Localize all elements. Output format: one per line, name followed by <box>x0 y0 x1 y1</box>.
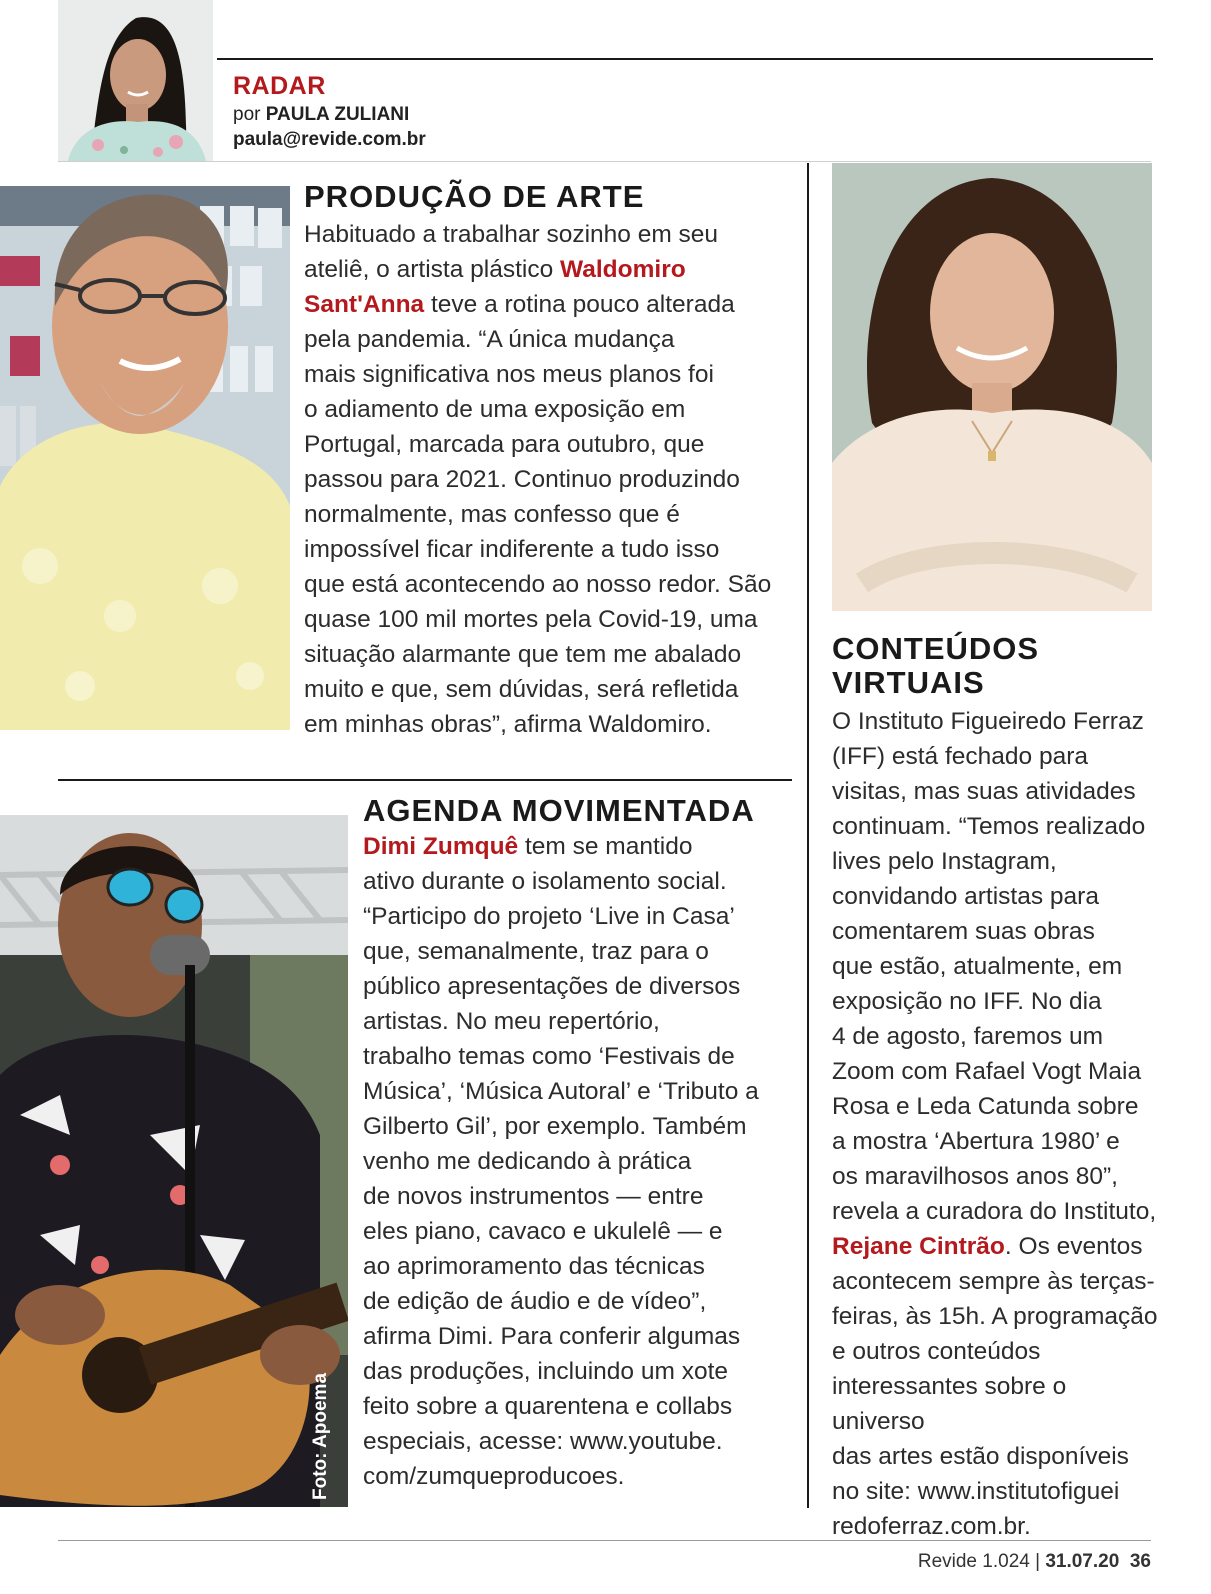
highlighted-name: Sant'Anna <box>304 291 425 318</box>
section-divider <box>58 779 792 781</box>
photo-credit: Foto: Apoema <box>310 1372 331 1500</box>
story2-body: Dimi Zumquê tem se mantido ativo durante o isolamento social. “Participo do projeto ‘Live in Casa’ que, semanalmente, traz para o público apresentações de diversos artistas. No meu repertório, trabalho temas como ‘Festivais de Música’, ‘Música Autoral’ e ‘Tributo a Gilberto Gil’, por exemplo. Também venho me dedicando à prática de novos instrumentos — entre eles piano, cavaco e ukulelê — e ao aprimoramento das técnicas de edição de áudio e de vídeo”, afirma Dimi. Para conferir algumas das produções, incluindo um xote feito sobre a quarentena e collabs especiais, acesse: www.youtube. com/zumqueproducoes. <box>363 833 759 1490</box>
column-divider <box>807 163 809 1508</box>
story3-headline: CONTEÚDOS VIRTUAIS <box>832 631 1040 700</box>
story3-body: O Instituto Figueiredo Ferraz (IFF) está fechado para visitas, mas suas atividades continuam. “Temos realizado lives pelo Instagram, convidando artistas para comentarem suas obras que estão, atualmente, em exposição no IFF. No dia 4 de agosto, faremos um Zoom com Rafael Vogt Maia Rosa e Leda Catunda sobre a mostra ‘Abertura 1980’ e os maravilhosos anos 80”, revela a curadora do Instituto, Rejane Cintrão. Os eventos acontecem sempre às terças- feiras, às 15h. A programação e outros conteúdos interessantes sobre o universo das artes estão disponíveis no site: www.institutofiguei redoferraz.com.br. <box>832 708 1158 1540</box>
story2-headline: AGENDA MOVIMENTADA <box>363 793 755 828</box>
highlighted-name: Rejane Cintrão <box>832 1233 1005 1260</box>
footer-separator: | <box>1035 1551 1041 1572</box>
artist-photo <box>0 186 290 730</box>
columnist-photo <box>58 0 213 161</box>
highlighted-name: Waldomiro <box>560 256 686 283</box>
footer-rule <box>58 1540 1151 1541</box>
column-title: RADAR <box>233 72 326 100</box>
header-rule <box>217 58 1153 60</box>
header-bottom-rule <box>58 161 1151 162</box>
issue-date: 31.07.20 <box>1045 1551 1120 1572</box>
story1-headline: PRODUÇÃO DE ARTE <box>304 179 645 214</box>
byline: por PAULA ZULIANI <box>233 104 410 125</box>
magazine-issue: Revide 1.024 <box>917 1551 1030 1572</box>
author-email: paula@revide.com.br <box>233 129 426 150</box>
author-name: PAULA ZULIANI <box>265 104 410 125</box>
page-footer <box>918 1551 1151 1573</box>
musician-photo <box>0 815 348 1507</box>
story1-body: Habituado a trabalhar sozinho em seu ateliê, o artista plástico Waldomiro Sant'Anna teve a rotina pouco alterada pela pandemia. “A única mudança mais significativa nos meus planos foi o adiamento de uma exposição em Portugal, marcada para outubro, que passou para 2021. Continuo produzindo normalmente, mas confesso que é impossível ficar indiferente a tudo isso que está acontecendo ao nosso redor. São quase 100 mil mortes pela Covid-19, uma situação alarmante que tem me abalado muito e que, sem dúvidas, será refletida em minhas obras”, afirma Waldomiro. <box>304 221 772 738</box>
curator-photo <box>832 163 1152 611</box>
highlighted-name: Dimi Zumquê <box>363 833 519 860</box>
page-number: 36 <box>1129 1551 1151 1572</box>
